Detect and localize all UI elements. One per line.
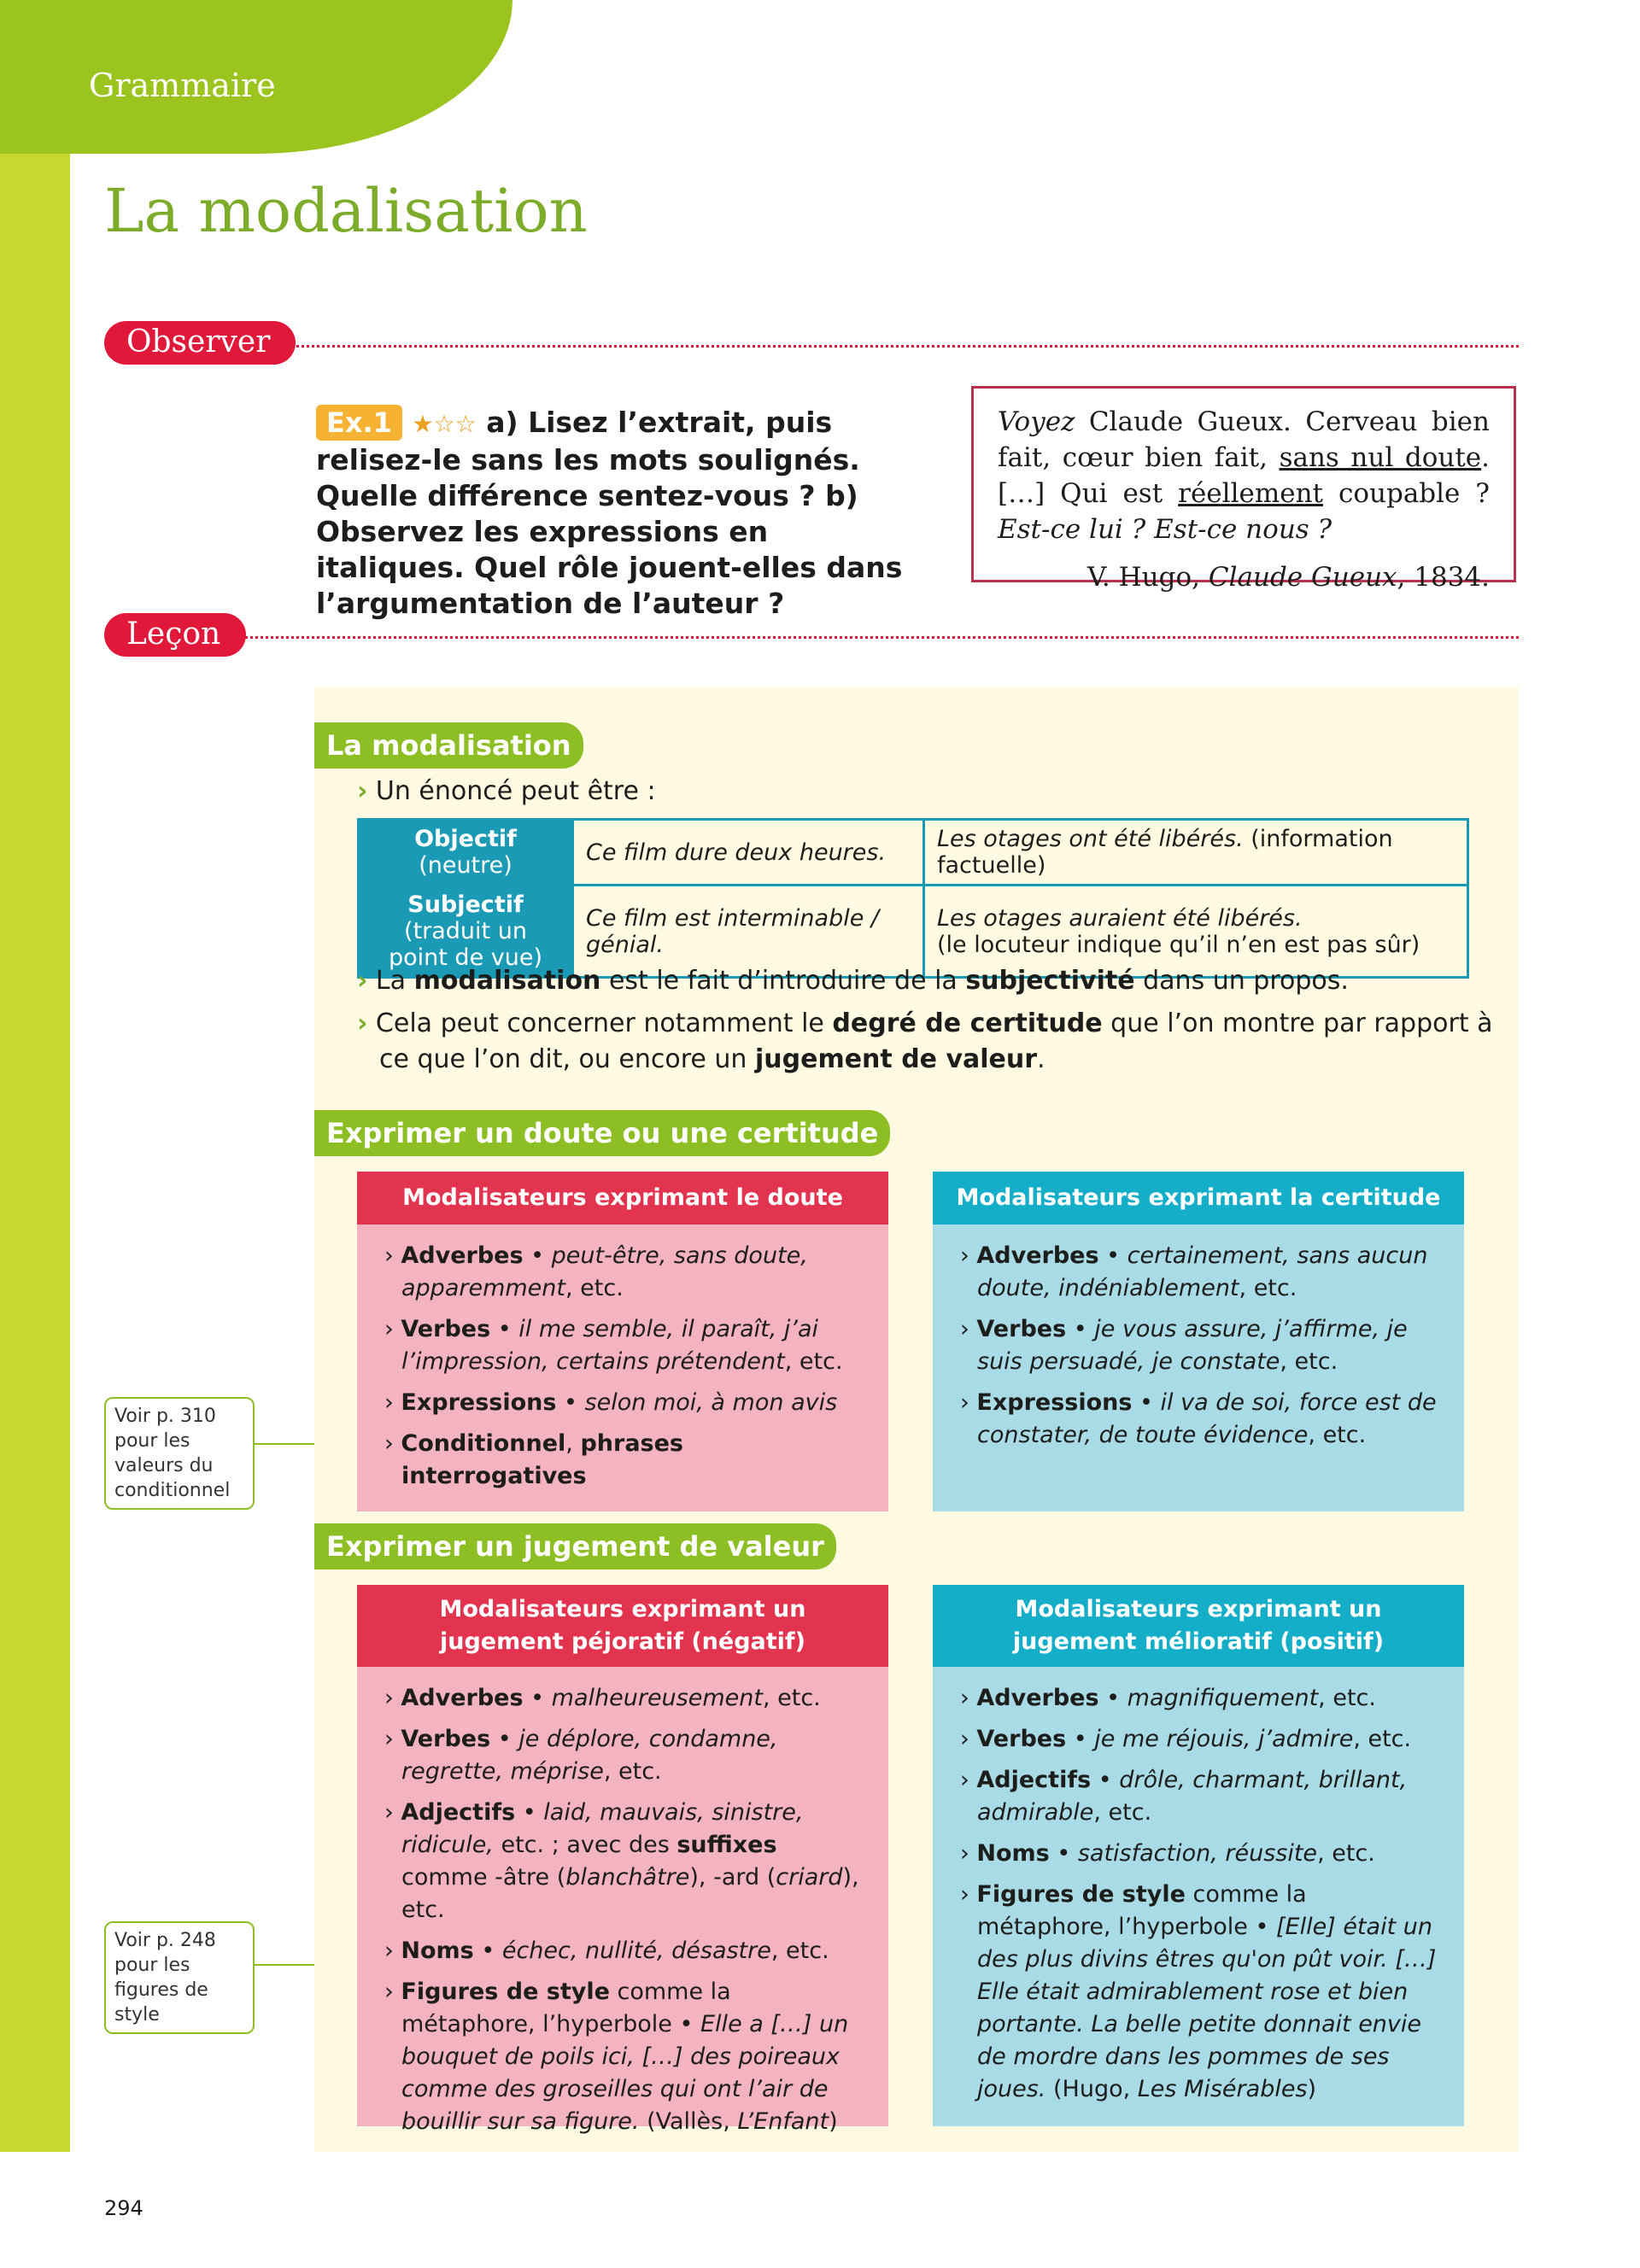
subjectif-example-2: Les otages auraient été libérés. (le locuteur indique qu’il n’en est pas sûr): [924, 886, 1468, 978]
list-item: › Noms • échec, nullité, désastre, etc.: [384, 1938, 829, 1964]
list-item: › Adverbes • magnifiquement, etc.: [960, 1685, 1376, 1711]
list-item: › Figures de style comme la métaphore, l’hyperbole • Elle a […] un bouquet de poils ici, […] des poireaux comme des groseilles qui ont l’air de bouillir sur sa figure. (Vallès, L’Enfant): [384, 1979, 849, 2135]
definition-paragraph: › La modalisation est le fait d’introduire de la subjectivité dans un propos.: [357, 966, 1349, 996]
lecon-divider: [241, 636, 1519, 639]
list-item: › Verbes • je me réjouis, j’admire, etc.: [960, 1726, 1412, 1752]
list-item: › Adjectifs • drôle, charmant, brillant, admirable, etc.: [960, 1767, 1408, 1826]
card-doute-header: Modalisateurs exprimant le doute: [357, 1172, 888, 1225]
list-item: › Adverbes • certainement, sans aucun doute, indéniablement, etc.: [960, 1242, 1428, 1301]
card-certitude-header: Modalisateurs exprimant la certitude: [933, 1172, 1464, 1225]
section-label: Grammaire: [89, 67, 276, 104]
list-item: › Conditionnel, phrases interrogatives: [384, 1430, 683, 1489]
card-doute-body: [357, 1225, 888, 1511]
quote-text: Voyez Claude Gueux. Cerveau bien fait, cœur bien fait, sans nul doute. […] Qui est réellement coupable ? Est-ce lui ? Est-ce nous ?: [998, 406, 1490, 545]
card-certitude: [933, 1172, 1464, 1479]
list-item: › Verbes • je vous assure, j’affirme, je suis persuadé, je constate, etc.: [960, 1316, 1408, 1375]
side-note-figures-style: Voir p. 248 pour les figures de style: [104, 1921, 255, 2034]
card-doute: [357, 1172, 888, 1489]
difficulty-stars-icon: ★☆☆: [412, 410, 477, 438]
list-item: › Expressions • il va de soi, force est de constater, de toute évidence, etc.: [960, 1389, 1437, 1448]
card-melioratif: [933, 1585, 1464, 2102]
list-item: › Verbes • il me semble, il paraît, j’ai l’impression, certains prétendent, etc.: [384, 1316, 843, 1375]
objectif-example-1: Ce film dure deux heures.: [573, 820, 924, 886]
heading-doute-certitude: Exprimer un doute ou une certitude: [314, 1110, 890, 1156]
quote-box: [971, 386, 1516, 593]
observer-label: Observer: [104, 321, 296, 365]
list-item: › Adjectifs • laid, mauvais, sinistre, ridicule, etc. ; avec des suffixes comme -âtre (blanchâtre), -ard (criard), etc.: [384, 1799, 859, 1923]
card-pejoratif: [357, 1585, 888, 2135]
observer-divider: [290, 345, 1519, 348]
card-pejoratif-body: [357, 1667, 888, 2135]
card-melioratif-header: Modalisateurs exprimant un jugement mélioratif (positif): [933, 1585, 1464, 1667]
left-sidebar-strip: [0, 0, 70, 2152]
list-item: › Expressions • selon moi, à mon avis: [384, 1389, 838, 1416]
intro-line: › Un énoncé peut être :: [357, 776, 656, 806]
exercise-text: a) Lisez l’extrait, puis relisez-le sans les mots soulignés. Quelle différence sentez-vous ? b) Observez les expressions en italiques. Quel rôle jouent-elles dans l’argumentation de l’auteur ?: [316, 406, 903, 620]
lecon-label: Leçon: [104, 613, 246, 657]
page-number: 294: [104, 2196, 144, 2220]
list-item: › Verbes • je déplore, condamne, regrette, méprise, etc.: [384, 1726, 778, 1785]
heading-jugement-valeur: Exprimer un jugement de valeur: [314, 1523, 836, 1569]
list-item: › Adverbes • peut-être, sans doute, apparemment, etc.: [384, 1242, 808, 1301]
objective-subjective-table: [357, 818, 1469, 979]
list-item: › Figures de style comme la métaphore, l’hyperbole • [Elle] était un des plus divins êtres qu'on pût voir. […] Elle était admirablement rose et bien portante. La belle petite donnait envie de mordre dans les pommes de ses joues. (Hugo, Les Misérables): [960, 1881, 1437, 2102]
card-melioratif-body: [933, 1667, 1464, 2126]
card-pejoratif-header: Modalisateurs exprimant un jugement péjoratif (négatif): [357, 1585, 888, 1667]
objectif-example-2: Les otages ont été libérés. (information factuelle): [924, 820, 1468, 886]
list-item: › Adverbes • malheureusement, etc.: [384, 1685, 821, 1711]
side-note-connector: [253, 1443, 314, 1445]
subjectif-example-1: Ce film est interminable / génial.: [573, 886, 924, 978]
side-note-connector: [253, 1964, 314, 1966]
subjectif-header: Subjectif (traduit un point de vue): [359, 886, 573, 978]
heading-modalisation: La modalisation: [314, 722, 583, 769]
side-note-conditionnel: Voir p. 310 pour les valeurs du conditionnel: [104, 1397, 255, 1510]
objectif-header: Objectif (neutre): [359, 820, 573, 886]
exercise-badge: Ex.1: [316, 405, 402, 441]
quote-source: V. Hugo, Claude Gueux, 1834.: [1086, 562, 1490, 593]
card-certitude-body: [933, 1225, 1464, 1511]
exercise-instruction: [316, 405, 905, 622]
certitude-paragraph: › Cela peut concerner notamment le degré de certitude que l’on montre par rapport à ce que l’on dit, ou encore un jugement de valeur.: [357, 1008, 1493, 1074]
page-title: La modalisation: [104, 176, 588, 246]
list-item: › Noms • satisfaction, réussite, etc.: [960, 1840, 1375, 1867]
